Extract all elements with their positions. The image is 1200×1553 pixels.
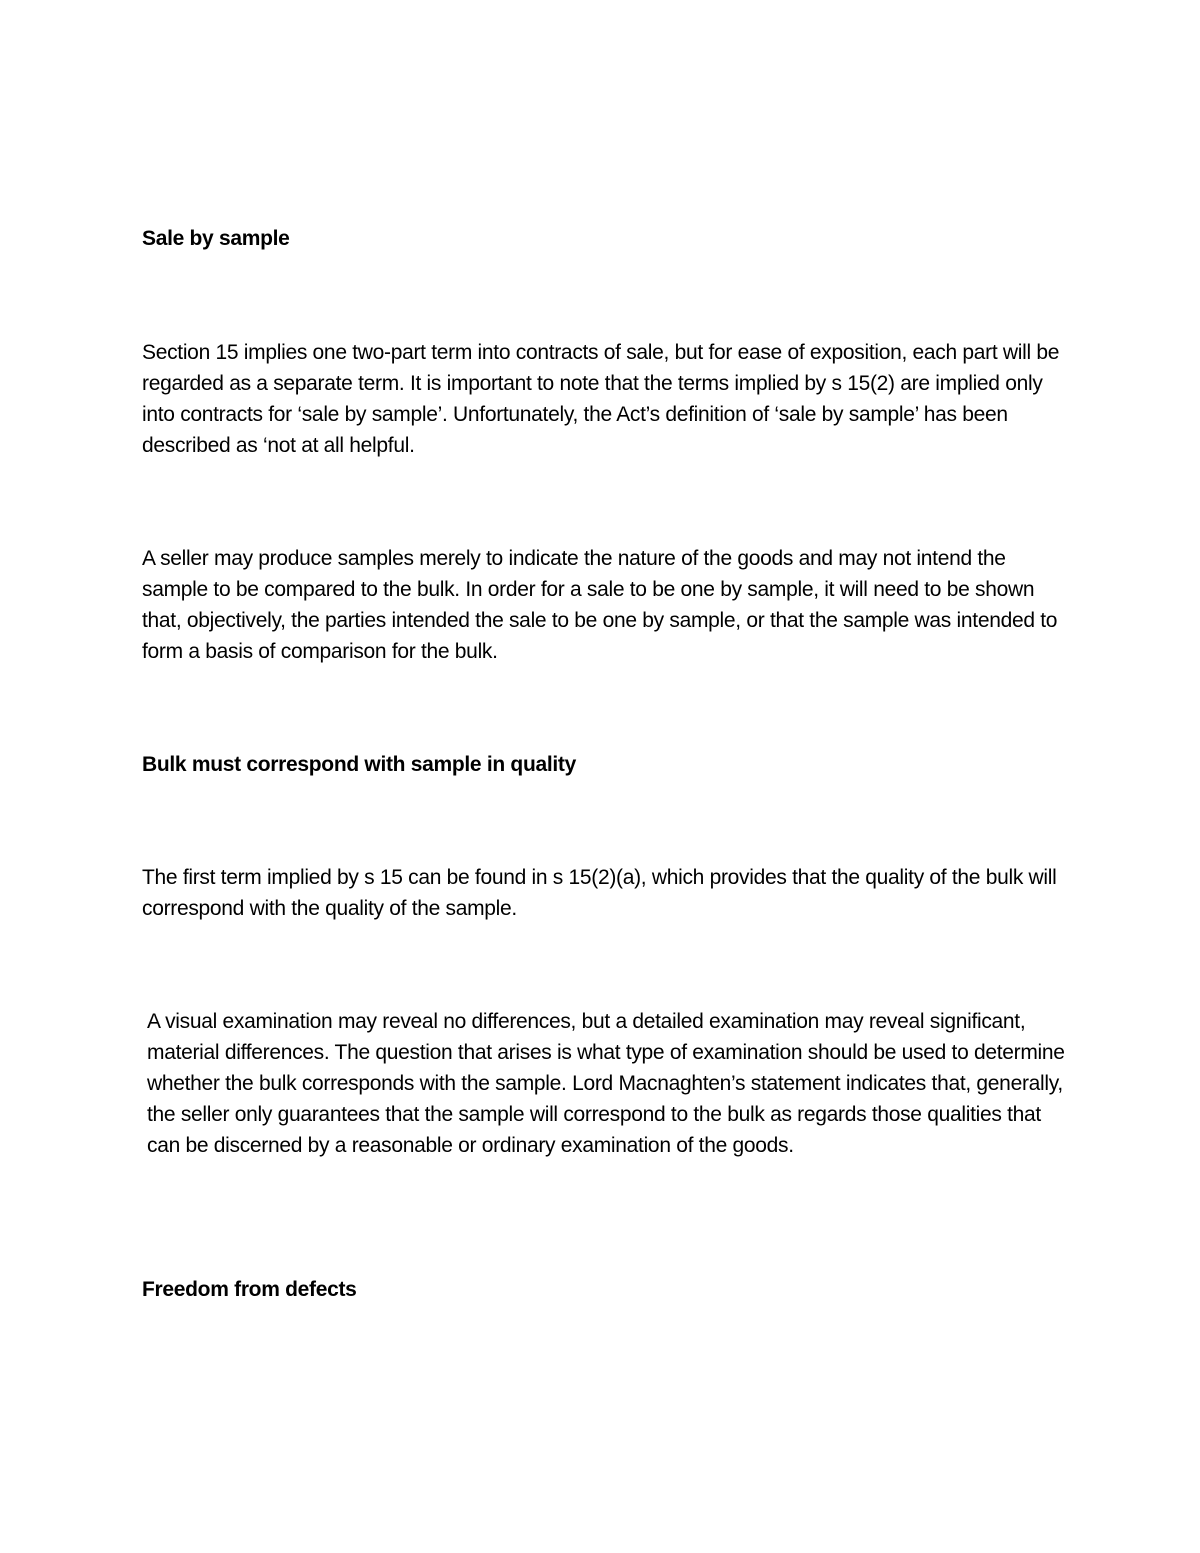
paragraph-seller-samples: A seller may produce samples merely to indicate the nature of the goods and may not intend the sample to be compared to the bulk. In order for a sale to be one by sample, it will need to be shown that, objectively, the parties intended the sale to be one by sample, or that the sample was intended to form a basis of comparison for the bulk. [142,547,1058,663]
heading-sale-by-sample: Sale by sample [142,227,290,250]
heading-bulk-correspond: Bulk must correspond with sample in quality [142,753,577,776]
heading-freedom-from-defects: Freedom from defects [142,1278,357,1301]
paragraph-first-term: The first term implied by s 15 can be found in s 15(2)(a), which provides that the quality of the bulk will correspond with the quality of the sample. [142,866,1057,920]
paragraph-visual-examination: A visual examination may reveal no differences, but a detailed examination may reveal significant, material differences. The question that arises is what type of examination should be used to determine whether the bulk corresponds with the sample. Lord Macnaghten’s statement indicates that, generally, the seller only guarantees that the sample will correspond to the bulk as regards those qualities that can be discerned by a reasonable or ordinary examination of the goods. [147,1010,1065,1157]
paragraph-section-15: Section 15 implies one two-part term into contracts of sale, but for ease of exposition, each part will be regarded as a separate term. It is important to note that the terms implied by s 15(2) are implied only into contracts for ‘sale by sample’. Unfortunately, the Act’s definition of ‘sale by sample’ has been described as ‘not at all helpful. [142,341,1060,457]
